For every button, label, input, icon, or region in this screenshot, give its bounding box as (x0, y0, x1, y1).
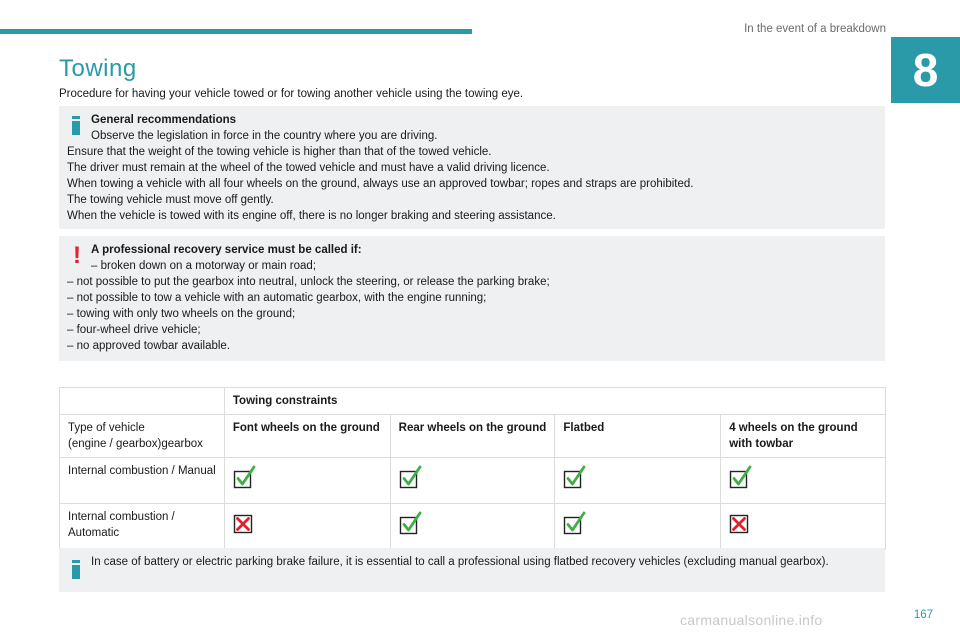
page-number: 167 (913, 609, 933, 621)
column-header: 4 wheels on the ground with towbar (721, 415, 886, 458)
top-accent-bar (0, 29, 472, 34)
check-icon (399, 511, 547, 540)
cross-icon (233, 511, 382, 540)
status-cell (390, 504, 555, 550)
table-row (60, 504, 886, 550)
cross-icon (729, 511, 877, 540)
check-icon (563, 465, 712, 494)
type-header: Type of vehicle (68, 422, 145, 434)
watermark: carmanualsonline.info (680, 612, 823, 628)
status-cell (224, 458, 390, 504)
type-header-cell (60, 415, 225, 458)
table-row (60, 458, 886, 504)
row-label: Internal combustion / Automatic (60, 504, 225, 550)
row-label: Internal combustion / Manual (60, 458, 225, 504)
warning-item: – no approved towbar available. (67, 340, 231, 352)
section-label: In the event of a breakdown (744, 23, 886, 35)
check-icon (233, 465, 382, 494)
chapter-tab: 8 (891, 37, 960, 103)
warning-item: – four-wheel drive vehicle; (67, 324, 201, 336)
general-line: Ensure that the weight of the towing vehicle is higher than that of the towed vehicle. (67, 146, 492, 158)
page-title: Towing (59, 55, 137, 82)
warning-item: – not possible to tow a vehicle with an automatic gearbox, with the engine running; (67, 292, 487, 304)
warning-item: – towing with only two wheels on the ground; (67, 308, 296, 320)
empty-corner-cell (60, 388, 225, 415)
note-text: In case of battery or electric parking brake failure, it is essential to call a professional using flatbed recovery vehicles (excluding manual gearbox). (91, 556, 829, 568)
table-caption: Towing constraints (224, 388, 885, 415)
general-line: When towing a vehicle with all four wheels on the ground, always use an approved towbar; ropes and straps are prohibited. (67, 178, 694, 190)
professional-recovery-warning-box (59, 236, 885, 361)
intro-text: Procedure for having your vehicle towed or for towing another vehicle using the towing eye. (59, 88, 524, 100)
warning-item: – broken down on a motorway or main road; (91, 260, 317, 272)
general-line: The driver must remain at the wheel of the towed vehicle and must have a valid driving licence. (67, 162, 550, 174)
general-recommendations-box (59, 106, 885, 229)
warning-icon: ! (73, 242, 81, 269)
warning-item: – not possible to put the gearbox into neutral, unlock the steering, or release the parking brake; (67, 276, 550, 288)
column-header: Font wheels on the ground (224, 415, 390, 458)
general-heading: General recommendations (91, 114, 237, 126)
towing-constraints-table (59, 387, 886, 550)
general-line: Observe the legislation in force in the country where you are driving. (91, 130, 438, 142)
status-cell (555, 458, 721, 504)
battery-failure-note-box (59, 548, 885, 592)
general-line: The towing vehicle must move off gently. (67, 194, 274, 206)
column-header: Rear wheels on the ground (390, 415, 555, 458)
status-cell (390, 458, 555, 504)
check-icon (563, 511, 712, 540)
check-icon (729, 465, 877, 494)
status-cell (555, 504, 721, 550)
column-header: Flatbed (555, 415, 721, 458)
check-icon (399, 465, 547, 494)
status-cell (721, 504, 886, 550)
warning-heading: A professional recovery service must be called if: (91, 244, 362, 256)
status-cell (721, 458, 886, 504)
type-subheader: (engine / gearbox)gearbox (68, 438, 203, 450)
general-line: When the vehicle is towed with its engine off, there is no longer braking and steering assistance. (67, 210, 556, 222)
status-cell (224, 504, 390, 550)
